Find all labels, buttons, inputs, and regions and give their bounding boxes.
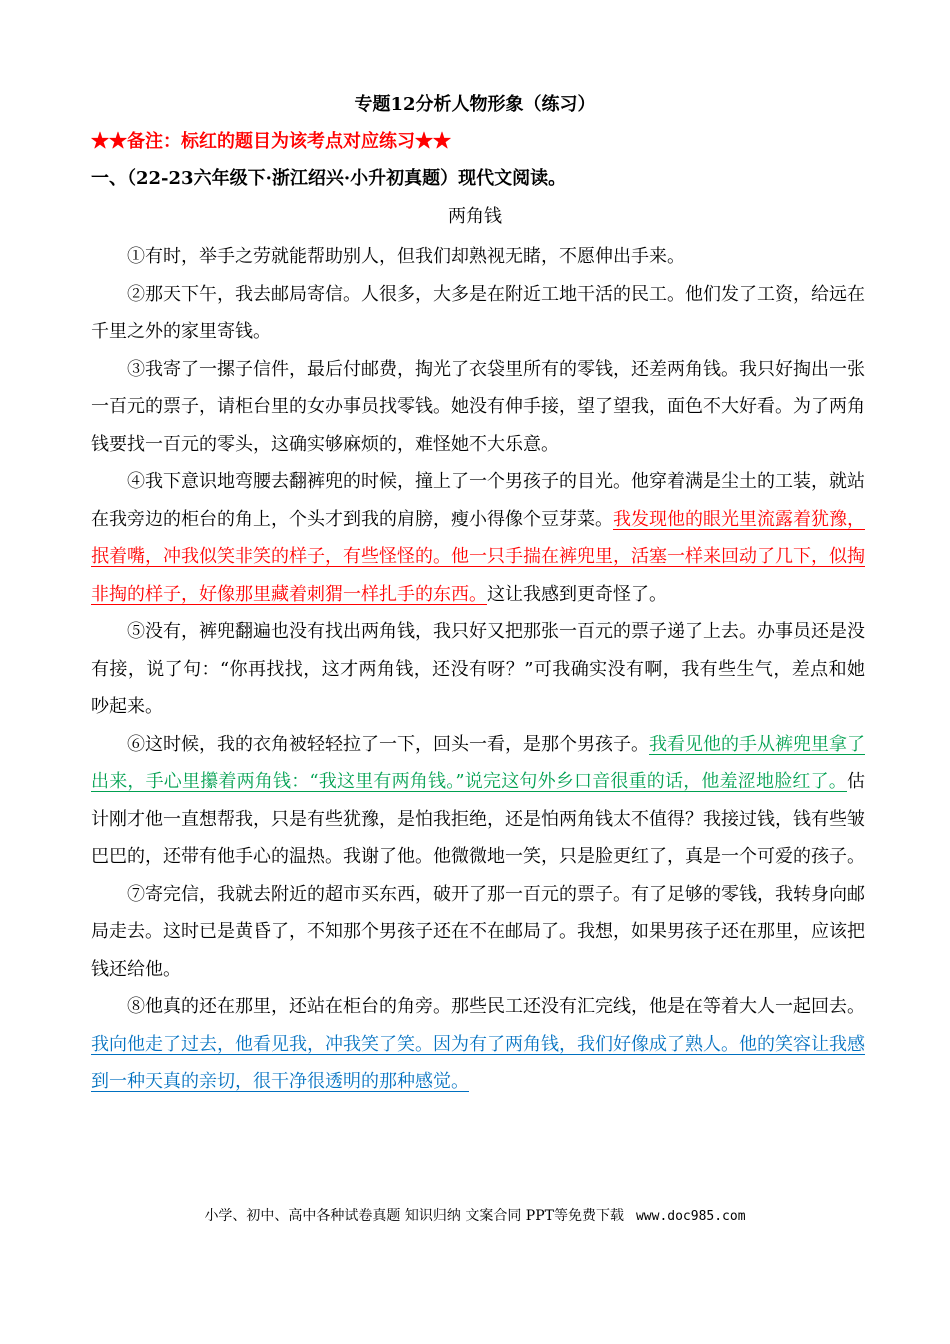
- paragraph-8: [91, 988, 865, 1101]
- paragraph-4-highlight: 我发现他的眼光里流露着犹豫，抿着嘴，冲我似笑非笑的样子，有些怪怪的。他一只手揣在裤兜里，活塞一样来回动了几下，似掏非掏的样子，好像那里藏着刺猬一样扎手的东西。: [91, 508, 865, 605]
- note-text: ★★备注：标红的题目为该考点对应练习★★: [91, 131, 451, 152]
- page-footer: [0, 1206, 950, 1227]
- paragraph-6: [91, 726, 865, 876]
- paragraph-2: ②那天下午，我去邮局寄信。人很多，大多是在附近工地干活的民工。他们发了工资，给远在千里之外的家里寄钱。: [91, 283, 865, 342]
- paragraph-4: [91, 463, 865, 613]
- paragraph-6-highlight: 我看见他的手从裤兜里拿了出来，手心里攥着两角钱：“我这里有两角钱。”说完这句外乡口音很重的话，他羞涩地脸红了。: [91, 733, 865, 792]
- paragraph-8-highlight: 我向他走了过去，他看见我，冲我笑了笑。因为有了两角钱，我们好像成了熟人。他的笑容让我感到一种天真的亲切，很干净很透明的那种感觉。: [91, 1033, 865, 1092]
- passage-body: [91, 238, 865, 1101]
- paragraph-6-text-a: ⑥这时候，我的衣角被轻轻拉了一下，回头一看，是那个男孩子。: [127, 733, 649, 755]
- footer-url[interactable]: www.doc985.com: [635, 1209, 746, 1224]
- document-title: 专题12分析人物形象（练习）: [354, 94, 596, 115]
- paragraph-6-text-b: 估计刚才他一直想帮我，只是有些犹豫，是怕我拒绝，还是怕两角钱太不值得？我接过钱，钱有些皱巴巴的，还带有他手心的温热。我谢了他。他微微地一笑，只是脸更红了，真是一个可爱的孩子。: [91, 771, 865, 867]
- section-heading: 一、（22-23六年级下·浙江绍兴·小升初真题）现代文阅读。: [91, 168, 567, 189]
- passage-title: 两角钱: [448, 206, 502, 227]
- paragraph-5: ⑤没有，裤兜翻遍也没有找出两角钱，我只好又把那张一百元的票子递了上去。办事员还是没有接，说了句：“你再找找，这才两角钱，还没有呀？”可我确实没有啊，我有些生气，差点和她吵起来。: [91, 621, 865, 717]
- paragraph-3: ③我寄了一摞子信件，最后付邮费，掏光了衣袋里所有的零钱，还差两角钱。我只好掏出一张一百元的票子，请柜台里的女办事员找零钱。她没有伸手接，望了望我，面色不大好看。为了两角钱要找一百元的零头，这确实够麻烦的，难怪她不大乐意。: [91, 358, 865, 455]
- paragraph-7: ⑦寄完信，我就去附近的超市买东西，破开了那一百元的票子。有了足够的零钱，我转身向邮局走去。这时已是黄昏了，不知那个男孩子还在不在邮局了。我想，如果男孩子还在那里，应该把钱还给他。: [91, 883, 865, 980]
- footer-text: 小学、初中、高中各种试卷真题 知识归纳 文案合同 PPT等免费下载: [204, 1208, 624, 1224]
- paragraph-1: ①有时，举手之劳就能帮助别人，但我们却熟视无睹，不愿伸出手来。: [127, 246, 685, 267]
- paragraph-4-text-a: ④我下意识地弯腰去翻裤兜的时候，撞上了一个男孩子的目光。他穿着满是尘土的工装，就站在我旁边的柜台的角上，个头才到我的肩膀，瘦小得像个豆芽菜。: [91, 471, 865, 530]
- paragraph-8-text-a: ⑧他真的还在那里，还站在柜台的角旁。那些民工还没有汇完线，他是在等着大人一起回去。: [127, 996, 865, 1017]
- paragraph-4-text-b: 这让我感到更奇怪了。: [487, 583, 667, 605]
